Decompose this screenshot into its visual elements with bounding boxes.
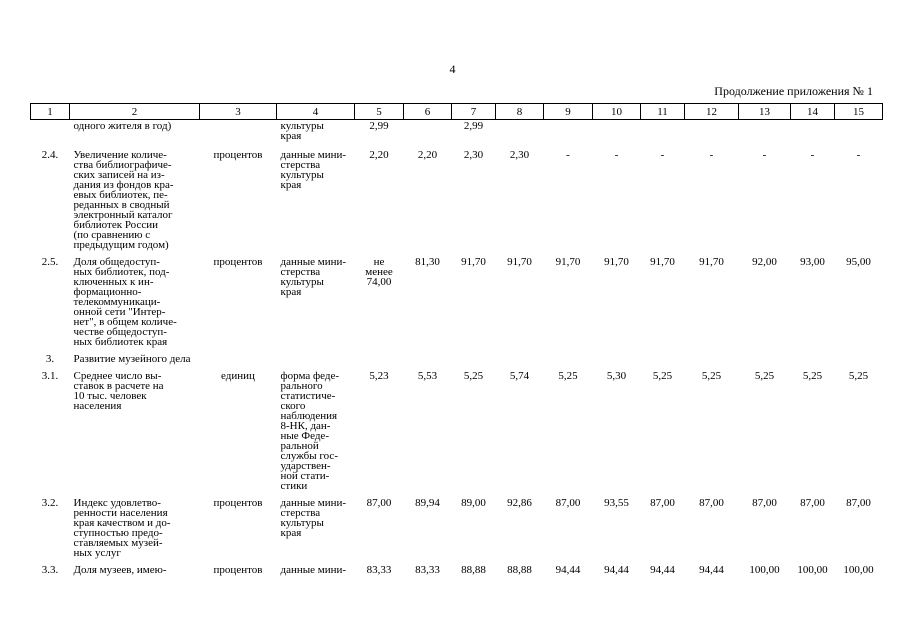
table-body bbox=[31, 120, 883, 580]
page-number: 4 bbox=[449, 62, 456, 76]
column-header-11: 11 bbox=[641, 104, 685, 120]
value-col-14: 93,00 bbox=[800, 256, 825, 268]
row-number: 2.4. bbox=[41, 149, 59, 161]
column-header-7: 7 bbox=[452, 104, 496, 120]
table-row bbox=[31, 254, 883, 351]
value-col-5: 2,20 bbox=[369, 149, 389, 161]
data-source: данные мини- стерства культуры края bbox=[280, 149, 347, 191]
value-col-10: 94,44 bbox=[604, 564, 629, 576]
value-col-15 bbox=[835, 120, 883, 148]
value-col-6: 2,20 bbox=[417, 149, 438, 161]
value-col-7: 2,30 bbox=[463, 149, 484, 161]
indicator-name: Доля общедоступ- ных библиотек, под- ключенных к ин- формационно- телекоммуникаци- онной сети "Интер- нет", в общем количе- честве общедоступ- ных библиотек края bbox=[73, 256, 177, 348]
indicator-name: одного жителя в год) bbox=[73, 120, 172, 132]
value-col-13: 87,00 bbox=[752, 497, 777, 509]
value-col-15: 5,25 bbox=[848, 370, 869, 382]
table-row bbox=[31, 120, 883, 148]
value-col-7: 91,70 bbox=[461, 256, 486, 268]
value-col-12 bbox=[685, 120, 739, 148]
value-col-14: 5,25 bbox=[802, 370, 823, 382]
value-col-14 bbox=[791, 120, 835, 148]
value-col-12: 87,00 bbox=[699, 497, 724, 509]
value-col-15: 87,00 bbox=[846, 497, 871, 509]
value-col-7: 88,88 bbox=[461, 564, 486, 576]
value-col-12: 94,44 bbox=[699, 564, 724, 576]
appendix-caption: Продолжение приложения № 1 bbox=[714, 84, 873, 98]
value-col-8: 91,70 bbox=[507, 256, 532, 268]
table-row bbox=[31, 495, 883, 562]
column-header-5: 5 bbox=[355, 104, 404, 120]
row-number: 3.3. bbox=[41, 564, 59, 576]
column-header-8: 8 bbox=[496, 104, 544, 120]
indicator-name: Доля музеев, имею- bbox=[73, 564, 167, 576]
header-row bbox=[31, 104, 883, 120]
table-row bbox=[31, 368, 883, 495]
value-col-11: - bbox=[660, 149, 665, 161]
value-col-11: 87,00 bbox=[650, 497, 675, 509]
column-header-3: 3 bbox=[200, 104, 277, 120]
value-col-10: 5,30 bbox=[606, 370, 627, 382]
value-col-12: 5,25 bbox=[701, 370, 722, 382]
value-col-10 bbox=[593, 120, 641, 148]
value-col-6: 81,30 bbox=[415, 256, 440, 268]
column-header-2: 2 bbox=[70, 104, 200, 120]
row-number bbox=[31, 120, 70, 148]
value-col-9 bbox=[544, 120, 593, 148]
value-col-5: 2,99 bbox=[369, 120, 389, 132]
value-col-8: 5,74 bbox=[509, 370, 530, 382]
unit: процентов bbox=[213, 149, 263, 161]
value-col-7: 5,25 bbox=[463, 370, 484, 382]
unit: процентов bbox=[213, 497, 263, 509]
value-col-11: 5,25 bbox=[652, 370, 673, 382]
value-col-13: 5,25 bbox=[754, 370, 775, 382]
data-source: данные мини- стерства культуры края bbox=[280, 497, 347, 539]
value-col-12: 91,70 bbox=[699, 256, 724, 268]
value-col-8: 88,88 bbox=[507, 564, 532, 576]
data-source: данные мини- стерства культуры края bbox=[280, 256, 347, 298]
value-col-5: 83,33 bbox=[366, 564, 392, 576]
table-row bbox=[31, 562, 883, 579]
column-header-13: 13 bbox=[739, 104, 791, 120]
column-header-12: 12 bbox=[685, 104, 739, 120]
unit: единиц bbox=[221, 370, 255, 382]
unit: процентов bbox=[213, 564, 263, 576]
section-title: Развитие музейного дела bbox=[73, 353, 191, 365]
data-source: форма феде- рального статистиче- ского наблюдения 8-НК, дан- ные Феде- ральной службы гос- ударствен- ной стати- стики bbox=[280, 370, 339, 492]
value-col-8 bbox=[496, 120, 544, 148]
value-col-6: 89,94 bbox=[415, 497, 440, 509]
value-col-11: 94,44 bbox=[650, 564, 675, 576]
value-col-15: 100,00 bbox=[843, 564, 874, 576]
unit bbox=[200, 120, 277, 148]
value-col-8: 92,86 bbox=[507, 497, 532, 509]
table-row bbox=[31, 351, 883, 368]
column-header-15: 15 bbox=[835, 104, 883, 120]
indicators-table bbox=[30, 103, 883, 579]
value-col-10: - bbox=[614, 149, 619, 161]
value-col-9: 5,25 bbox=[558, 370, 578, 382]
value-col-5: 87,00 bbox=[366, 497, 392, 509]
unit: процентов bbox=[213, 256, 263, 268]
value-col-9: 87,00 bbox=[555, 497, 581, 509]
column-header-4: 4 bbox=[277, 104, 355, 120]
value-col-15: - bbox=[856, 149, 861, 161]
value-col-15: 95,00 bbox=[846, 256, 871, 268]
value-col-13: 92,00 bbox=[752, 256, 777, 268]
value-col-14: 87,00 bbox=[800, 497, 825, 509]
row-number: 3.2. bbox=[41, 497, 59, 509]
value-col-10: 91,70 bbox=[604, 256, 629, 268]
column-header-10: 10 bbox=[593, 104, 641, 120]
value-col-12: - bbox=[709, 149, 714, 161]
table-row bbox=[31, 147, 883, 254]
data-source: культуры края bbox=[280, 120, 324, 142]
value-col-11: 91,70 bbox=[650, 256, 675, 268]
value-col-5: 5,23 bbox=[369, 370, 389, 382]
value-col-11 bbox=[641, 120, 685, 148]
row-number: 2.5. bbox=[41, 256, 59, 268]
row-number: 3.1. bbox=[41, 370, 59, 382]
value-col-13 bbox=[739, 120, 791, 148]
value-col-14: - bbox=[810, 149, 815, 161]
indicator-name: Индекс удовлетво- ренности населения края качеством и до- ступностью предо- ставляемых музей- ных услуг bbox=[73, 497, 171, 559]
column-header-1: 1 bbox=[31, 104, 70, 120]
column-header-6: 6 bbox=[404, 104, 452, 120]
value-col-6: 5,53 bbox=[417, 370, 438, 382]
column-header-14: 14 bbox=[791, 104, 835, 120]
value-col-10: 93,55 bbox=[604, 497, 629, 509]
value-col-7: 89,00 bbox=[461, 497, 486, 509]
data-source: данные мини- bbox=[280, 564, 347, 576]
value-col-13: - bbox=[762, 149, 767, 161]
value-col-6: 83,33 bbox=[415, 564, 440, 576]
value-col-14: 100,00 bbox=[797, 564, 828, 576]
column-header-9: 9 bbox=[544, 104, 593, 120]
indicator-name: Увеличение количе- ства библиографиче- ских записей на из- дания из фондов кра- евых библиотек, пе- реданных в сводный электронный каталог библиотек России (по сравнению с предыдущим годом) bbox=[73, 149, 174, 251]
value-col-9: 91,70 bbox=[555, 256, 581, 268]
value-col-7: 2,99 bbox=[463, 120, 484, 132]
value-col-8: 2,30 bbox=[509, 149, 530, 161]
value-col-13: 100,00 bbox=[749, 564, 780, 576]
value-col-6 bbox=[404, 120, 452, 148]
value-col-9: - bbox=[566, 149, 570, 161]
value-col-5: не менее 74,00 bbox=[365, 256, 393, 288]
value-col-9: 94,44 bbox=[555, 564, 581, 576]
indicator-name: Среднее число вы- ставок в расчете на 10 тыс. человек населения bbox=[73, 370, 164, 412]
row-number: 3. bbox=[45, 353, 55, 365]
